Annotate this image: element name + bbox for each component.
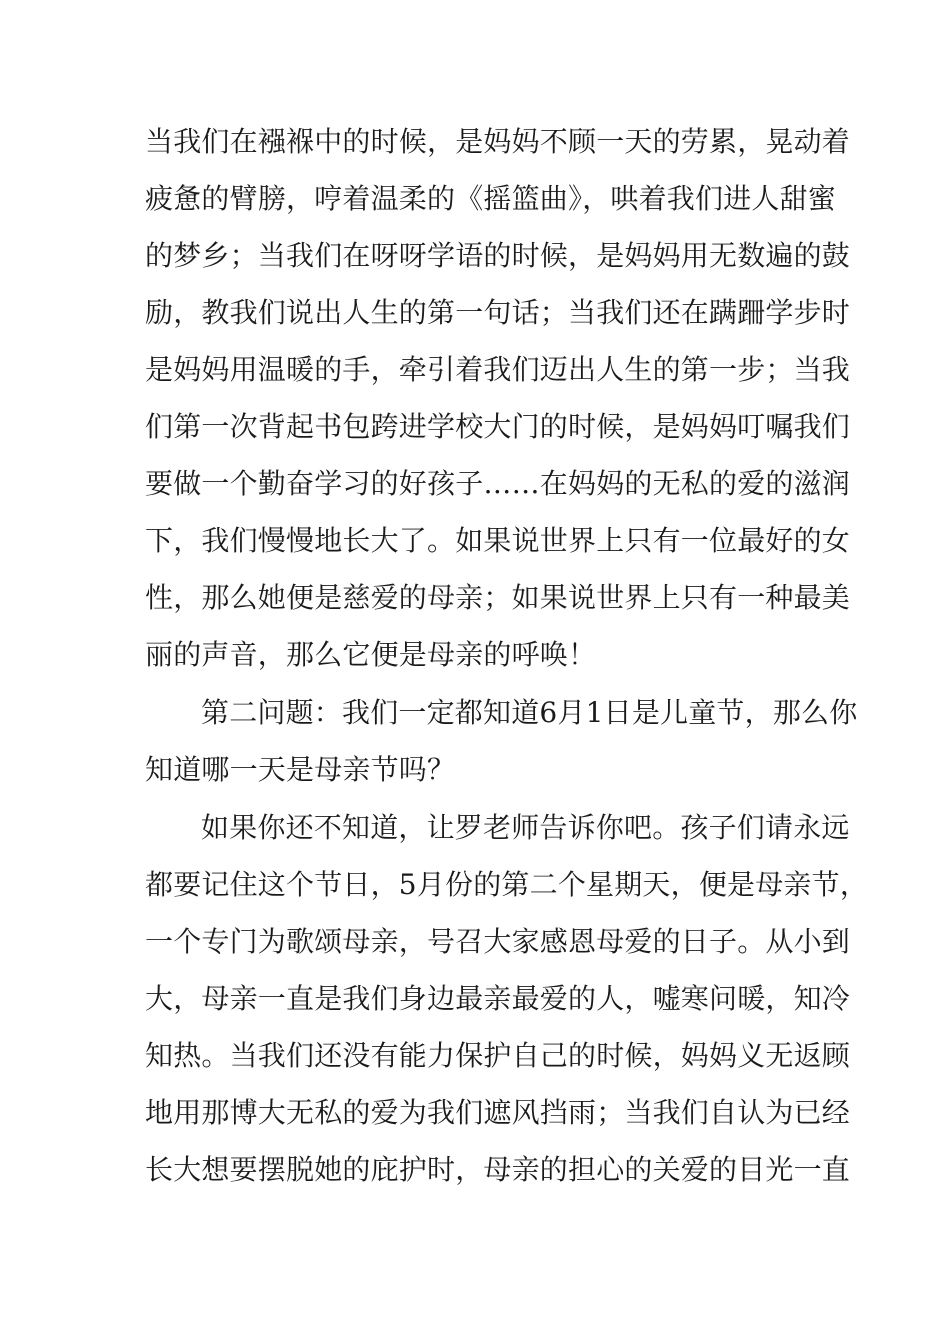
text-line: 要做一个勤奋学习的好孩子……在妈妈的无私的爱的滋润 [145, 467, 851, 500]
text-line: 性，那么她便是慈爱的母亲；如果说世界上只有一种最美 [145, 581, 851, 614]
text-line: 一个专门为歌颂母亲，号召大家感恩母爱的日子。从小到 [145, 925, 851, 958]
text-line: 地用那博大无私的爱为我们遮风挡雨；当我们自认为已经 [145, 1096, 851, 1129]
text-line: 励，教我们说出人生的第一句话；当我们还在蹒跚学步时 [145, 296, 851, 329]
text-line: 疲惫的臂膀，哼着温柔的《摇篮曲》，哄着我们进人甜蜜 [145, 182, 837, 215]
text-line: 是妈妈用温暖的手，牵引着我们迈出人生的第一步；当我 [145, 353, 851, 386]
text-line: 第二问题：我们一定都知道6月1日是儿童节，那么你 [201, 696, 858, 729]
text-line: 长大想要摆脱她的庇护时，母亲的担心的关爱的目光一直 [145, 1153, 851, 1186]
text-line: 们第一次背起书包跨进学校大门的时候，是妈妈叮嘱我们 [145, 410, 851, 443]
text-line: 当我们在襁褓中的时候，是妈妈不顾一天的劳累，晃动着 [145, 125, 851, 158]
text-line: 知热。当我们还没有能力保护自己的时候，妈妈义无返顾 [145, 1039, 851, 1072]
text-line: 丽的声音，那么它便是母亲的呼唤！ [145, 638, 597, 671]
text-line: 都要记住这个节日，5月份的第二个星期天，便是母亲节， [145, 868, 869, 901]
text-line: 的梦乡；当我们在呀呀学语的时候，是妈妈用无数遍的鼓 [145, 239, 851, 272]
text-line: 知道哪一天是母亲节吗？ [145, 753, 456, 786]
text-line: 大，母亲一直是我们身边最亲最爱的人，嘘寒问暖，知冷 [145, 982, 851, 1015]
text-line: 如果你还不知道，让罗老师告诉你吧。孩子们请永远 [201, 811, 850, 844]
text-line: 下，我们慢慢地长大了。如果说世界上只有一位最好的女 [145, 524, 851, 557]
